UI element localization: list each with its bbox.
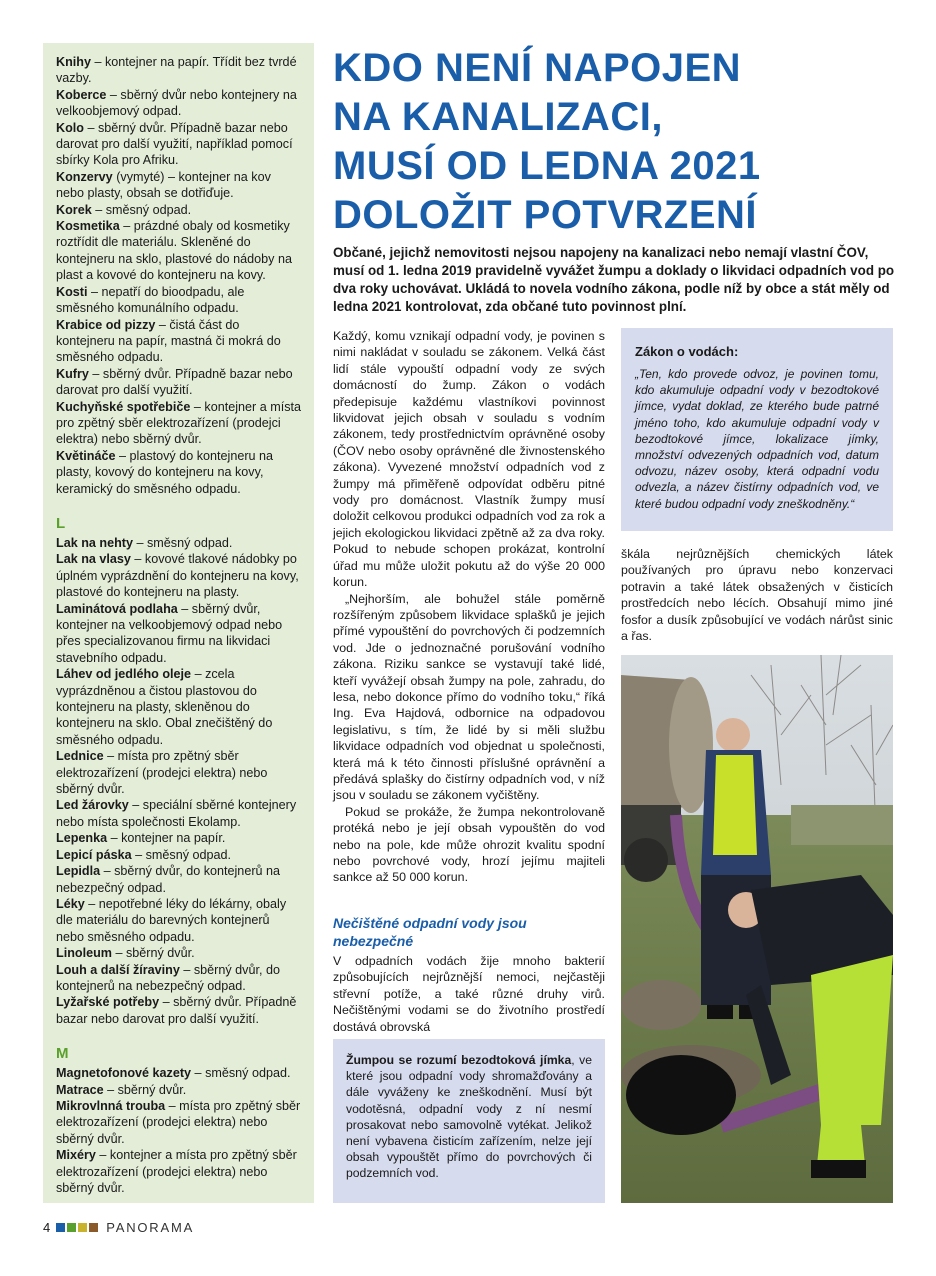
entry-instruction: – čistá část do kontejneru na papír, mastná či mokrá do směsného odpadu. [56,317,281,365]
entry-term: Lyžařské potřeby [56,995,160,1010]
headline-line: NA KANALIZACI, [333,95,663,139]
entry-instruction: – prázdné obaly od kosmetiky roztřídit dle materiálu. Skleněné do kontejneru na sklo, plastové do nádoby na plast a kovové do kontejneru na kovy. [56,219,292,283]
entry-term: Kuchyňské spotřebiče [56,399,191,414]
entry-instruction: – plastový do kontejneru na plasty, kovový do kontejneru na kovy, keramický do směsného odpadu. [56,448,274,496]
entry-instruction: – směsný odpad. [91,202,192,217]
sidebar-entry [56,863,301,896]
box-text [346,1052,592,1182]
entry-term: Lak na vlasy [56,552,131,567]
article-column-1 [333,328,605,886]
entry-term: Laminátová podlaha [56,601,178,616]
entry-instruction: – nepotřebné léky do lékárny, obaly dle materiálu do barevných kontejnerů nebo směsného odpadu. [56,896,287,944]
letter-heading-l: L [56,514,66,532]
sidebar-entry [56,1065,301,1081]
entry-instruction: – sběrný dvůr, do kontejnerů na nebezpečný odpad. [56,962,280,993]
entry-instruction: – sběrný dvůr. Případně bazar nebo darovat pro další využití. [56,995,297,1026]
entry-instruction: – sběrný dvůr. [111,946,195,961]
entry-term: Mikrovlnná trouba [56,1098,166,1113]
entry-term: Lednice [56,749,104,764]
entry-instruction: – kontejner a místa pro zpětný sběr elektrozařízení (prodejci elektra) nebo sběrný dvůr. [56,399,301,447]
entry-term: Konzervy [56,169,113,184]
letter-heading-m: M [56,1045,69,1063]
entry-term: Koberce [56,87,107,102]
box-title: Zákon o vodách: [635,344,739,359]
paragraph: Pokud se prokáže, že žumpa nekontrolovaně protéká nebo je její obsah vypouštěn do vod nebo na pole, kde může ohrozit kvalitu spodní nebo povrchové vody, hrozí jejímu majiteli sankce až 50 000 korun. [333,804,605,885]
entry-instruction: – směsný odpad. [131,847,232,862]
entry-instruction: – místa pro zpětný sběr elektrozařízení (prodejci elektra) nebo sběrný dvůr. [56,1098,301,1146]
sidebar-entry [56,169,301,202]
entries-m [56,1065,301,1196]
entry-term: Korek [56,202,92,217]
sidebar-entry [56,1082,301,1098]
headline-line: KDO NENÍ NAPOJEN [333,46,742,90]
article-lead: Občané, jejichž nemovitosti nejsou napojeny na kanalizaci nebo nemají vlastní ČOV, musí od 1. ledna 2019 pravidelně vyvážet žumpu a doklady o likvidaci odpadních vod po dva roky uchovávat. Ukládá to novela vodního zákona, podle níž by obce a stát měly od ledna 2021 kontrolovat, zda občané tuto povinnost plní. [333,245,895,314]
box-bold-term: Žumpou se rozumí bezodtoková jímka [346,1053,572,1067]
sidebar-entry [56,601,301,667]
entry-term: Matrace [56,1082,104,1097]
entry-instruction: – kontejner na papír. Třídit bez tvrdé vazby. [56,55,297,86]
article-headline [333,44,903,240]
entry-instruction: – směsný odpad. [132,535,233,550]
entry-instruction: – směsný odpad. [191,1066,291,1081]
entries-l [56,535,301,1027]
paragraph: škála nejrůznějších chemických látek používaných pro úpravu nebo konzervaci potravin a také látek obsažených v čisticích prostředcích nebo lécích. Obsahují mimo jiné fosfor a dusík způsobující ve vodách nárůst sinic a řas. [621,547,893,644]
entry-instruction: – sběrný dvůr. [103,1082,187,1097]
magazine-brand: PANORAMA [106,1219,195,1235]
headline-line: DOLOŽIT POTVRZENÍ [333,193,758,237]
entry-term: Lepenka [56,831,108,846]
entry-term: Láhev od jedlého oleje [56,667,192,682]
paragraph: V odpadních vodách žije mnoho bakterií způsobujících nejrůznější nemoci, nejčastěji střevní potíže, a také různé druhy virů. Nečištěnými vodami se do životního prostředí dostává obrovská [333,954,605,1034]
sidebar-entry [56,962,301,995]
sidebar-entry [56,945,301,961]
entry-instruction: – sběrný dvůr, kontejner na velkoobjemový odpad nebo přes specializovanou firmu na likvidaci stavebního odpadu. [56,601,283,665]
sidebar-entry [56,1147,301,1196]
sidebar-entry [56,748,301,797]
page-number: 4 [43,1219,51,1235]
headline-line: MUSÍ OD LEDNA 2021 [333,144,761,188]
entry-instruction: – speciální sběrné kontejnery nebo místa společnosti Ekolamp. [56,798,297,829]
sidebar-entry [56,218,301,284]
entry-instruction: (vymyté) – kontejner na kov nebo plasty, obsah se dotřiďuje. [56,169,271,201]
page-footer [43,1218,194,1236]
entry-term: Kosti [56,284,88,299]
entry-instruction: – sběrný dvůr, do kontejnerů na nebezpečný odpad. [56,864,281,895]
entry-term: Lepidla [56,864,101,879]
sidebar-entry [56,535,301,551]
sidebar-entry [56,896,301,945]
sidebar-entry [56,1098,301,1147]
water-law-box [621,328,893,531]
sidebar-entry [56,284,301,317]
sidebar-entry [56,666,301,748]
entry-instruction: – zcela vyprázdněnou a čistou plastovou do kontejneru na plasty, skleněnou do kontejneru na sklo. Obal znečištěný do směsného odpadu. [56,667,273,747]
entry-term: Kufry [56,366,89,381]
sidebar-entry [56,994,301,1027]
sidebar-entry [56,366,301,399]
box-body: , ve které jsou odpadní vody shromažďovány a dále vyváženy ke zneškodnění. Musí být vodotěsná, odpadní vody z ní nesmí prosakovat nebo samovolně vytékat. Jelikož není vybavena čisticím zařízením, nelze její obsah vypouštět přímo do povrchových či podzemních vod. [346,1053,592,1181]
article-column-2 [621,546,893,644]
sidebar-entry [56,797,301,830]
entry-instruction: – kontejner a místa pro zpětný sběr elektrozařízení (prodejci elektra) nebo sběrný dvůr. [56,1148,297,1195]
sidebar-entry [56,202,301,218]
entry-term: Lepicí páska [56,847,132,862]
entry-instruction: – kovové tlakové nádobky po úplném vyprázdnění do kontejneru na kovy, plastové do kontejneru na plasty. [56,552,299,600]
sidebar-entry [56,448,301,497]
entry-term: Magnetofonové kazety [56,1066,192,1081]
cesspool-definition-box [333,1039,605,1203]
entry-term: Krabice od pizzy [56,317,156,332]
sidebar-entry [56,830,301,846]
article-column-1-continued [333,953,605,1035]
sidebar-entry [56,847,301,863]
paragraph: Každý, komu vznikají odpadní vody, je povinen s nimi nakládat v souladu se zákonem. Velká část lidí stále vypouští odpadní vody ze svých domácností do žump. Zákon o vodách předepisuje každému vlastníkovi povinnost likvidovat jejich obsah v souladu s vodním zákonem, tedy prostřednictvím oprávněné osoby (ČOV nebo osoby oprávněné dle živnostenského zákona). Vyvezené množství odpadních vod z žumpy má přiměřeně odpovídat odběru pitné vody pro domácnost. Vlastník žumpy musí doložit celkovou produkci odpadních vod za rok a jejich ekologickou likvidaci zpětně až za dva roky. Pokud to nebude schopen prokázat, kontrolní úřad mu může uložit pokutu až do výše 20 000 korun. [333,329,605,590]
waste-sorting-sidebar [43,43,314,1203]
color-square [56,1223,65,1232]
entry-term: Lak na nehty [56,535,133,550]
entry-term: Mixéry [56,1148,96,1163]
photo-illustration [621,655,893,1203]
entries-k [56,54,301,497]
entry-instruction: – kontejner na papír. [107,831,226,846]
entry-term: Led žárovky [56,798,129,813]
color-square [89,1223,98,1232]
entry-term: Kosmetika [56,219,120,234]
sidebar-entry [56,120,301,169]
entry-instruction: – sběrný dvůr. Případně bazar nebo darovat pro další využití. [56,366,293,398]
entry-term: Linoleum [56,946,112,961]
paragraph: „Nejhorším, ale bohužel stále poměrně rozšířeným způsobem likvidace splašků je jejich přímé vypouštění do povrchových či podzemních vod. Jde o jednoznačné porušování vodního zákona. Riziku sankce se vystavují také lidé, kteří vyvážejí obsah žumpy na pole, zahradu, do lesa, nebo dokonce přímo do vodního toku,“ říká Ing. Eva Hajdová, odbornice na odpadovou legislativu, s tím, že lidé by si měli službu likvidace odpadních vod objednat u společnosti, která má k této činnosti příslušné oprávnění a předává splašky do čistírny odpadních vod, v níž jsou v souladu se zákonem vyčištěny. [333,591,605,803]
sidebar-entry [56,317,301,366]
photo-cesspool-pumping [621,655,893,1203]
entry-instruction: – nepatří do bioodpadu, ale směsného komunálního odpadu. [56,284,245,316]
entry-term: Léky [56,896,85,911]
sidebar-entry [56,87,301,120]
entry-term: Louh a další žíraviny [56,962,180,977]
entry-instruction: – sběrný dvůr. Případně bazar nebo darovat pro další využití, například pomocí sbírky Kola pro Afriku. [56,120,293,168]
box-quote: „Ten, kdo provede odvoz, je povinen tomu, kdo akumuluje odpadní vody v bezodtokové jímce, vydat doklad, ze kterého bude patrné jméno toho, kdo akumuluje odpadní vody v bezodtokové jímce, lokalizace jímky, množství odvezených odpadních vod, datum odvozu, název osoby, která odpadní vodu odvezla, a název čistírny odpadních vod, ve které budou odpadní vody zneškodněny.“ [635,367,879,511]
entry-instruction: – místa pro zpětný sběr elektrozařízení (prodejci elektra) nebo sběrný dvůr. [56,749,268,797]
color-square [67,1223,76,1232]
entry-instruction: – sběrný dvůr nebo kontejnery na velkoobjemový odpad. [56,87,297,119]
sidebar-entry [56,551,301,600]
sidebar-entry [56,54,301,87]
section-subheading: Nečištěné odpadní vody jsou nebezpečné [333,915,527,949]
entry-term: Kolo [56,120,84,135]
color-square [78,1223,87,1232]
entry-term: Knihy [56,55,91,69]
sidebar-entry [56,399,301,448]
entry-term: Květináče [56,448,116,463]
